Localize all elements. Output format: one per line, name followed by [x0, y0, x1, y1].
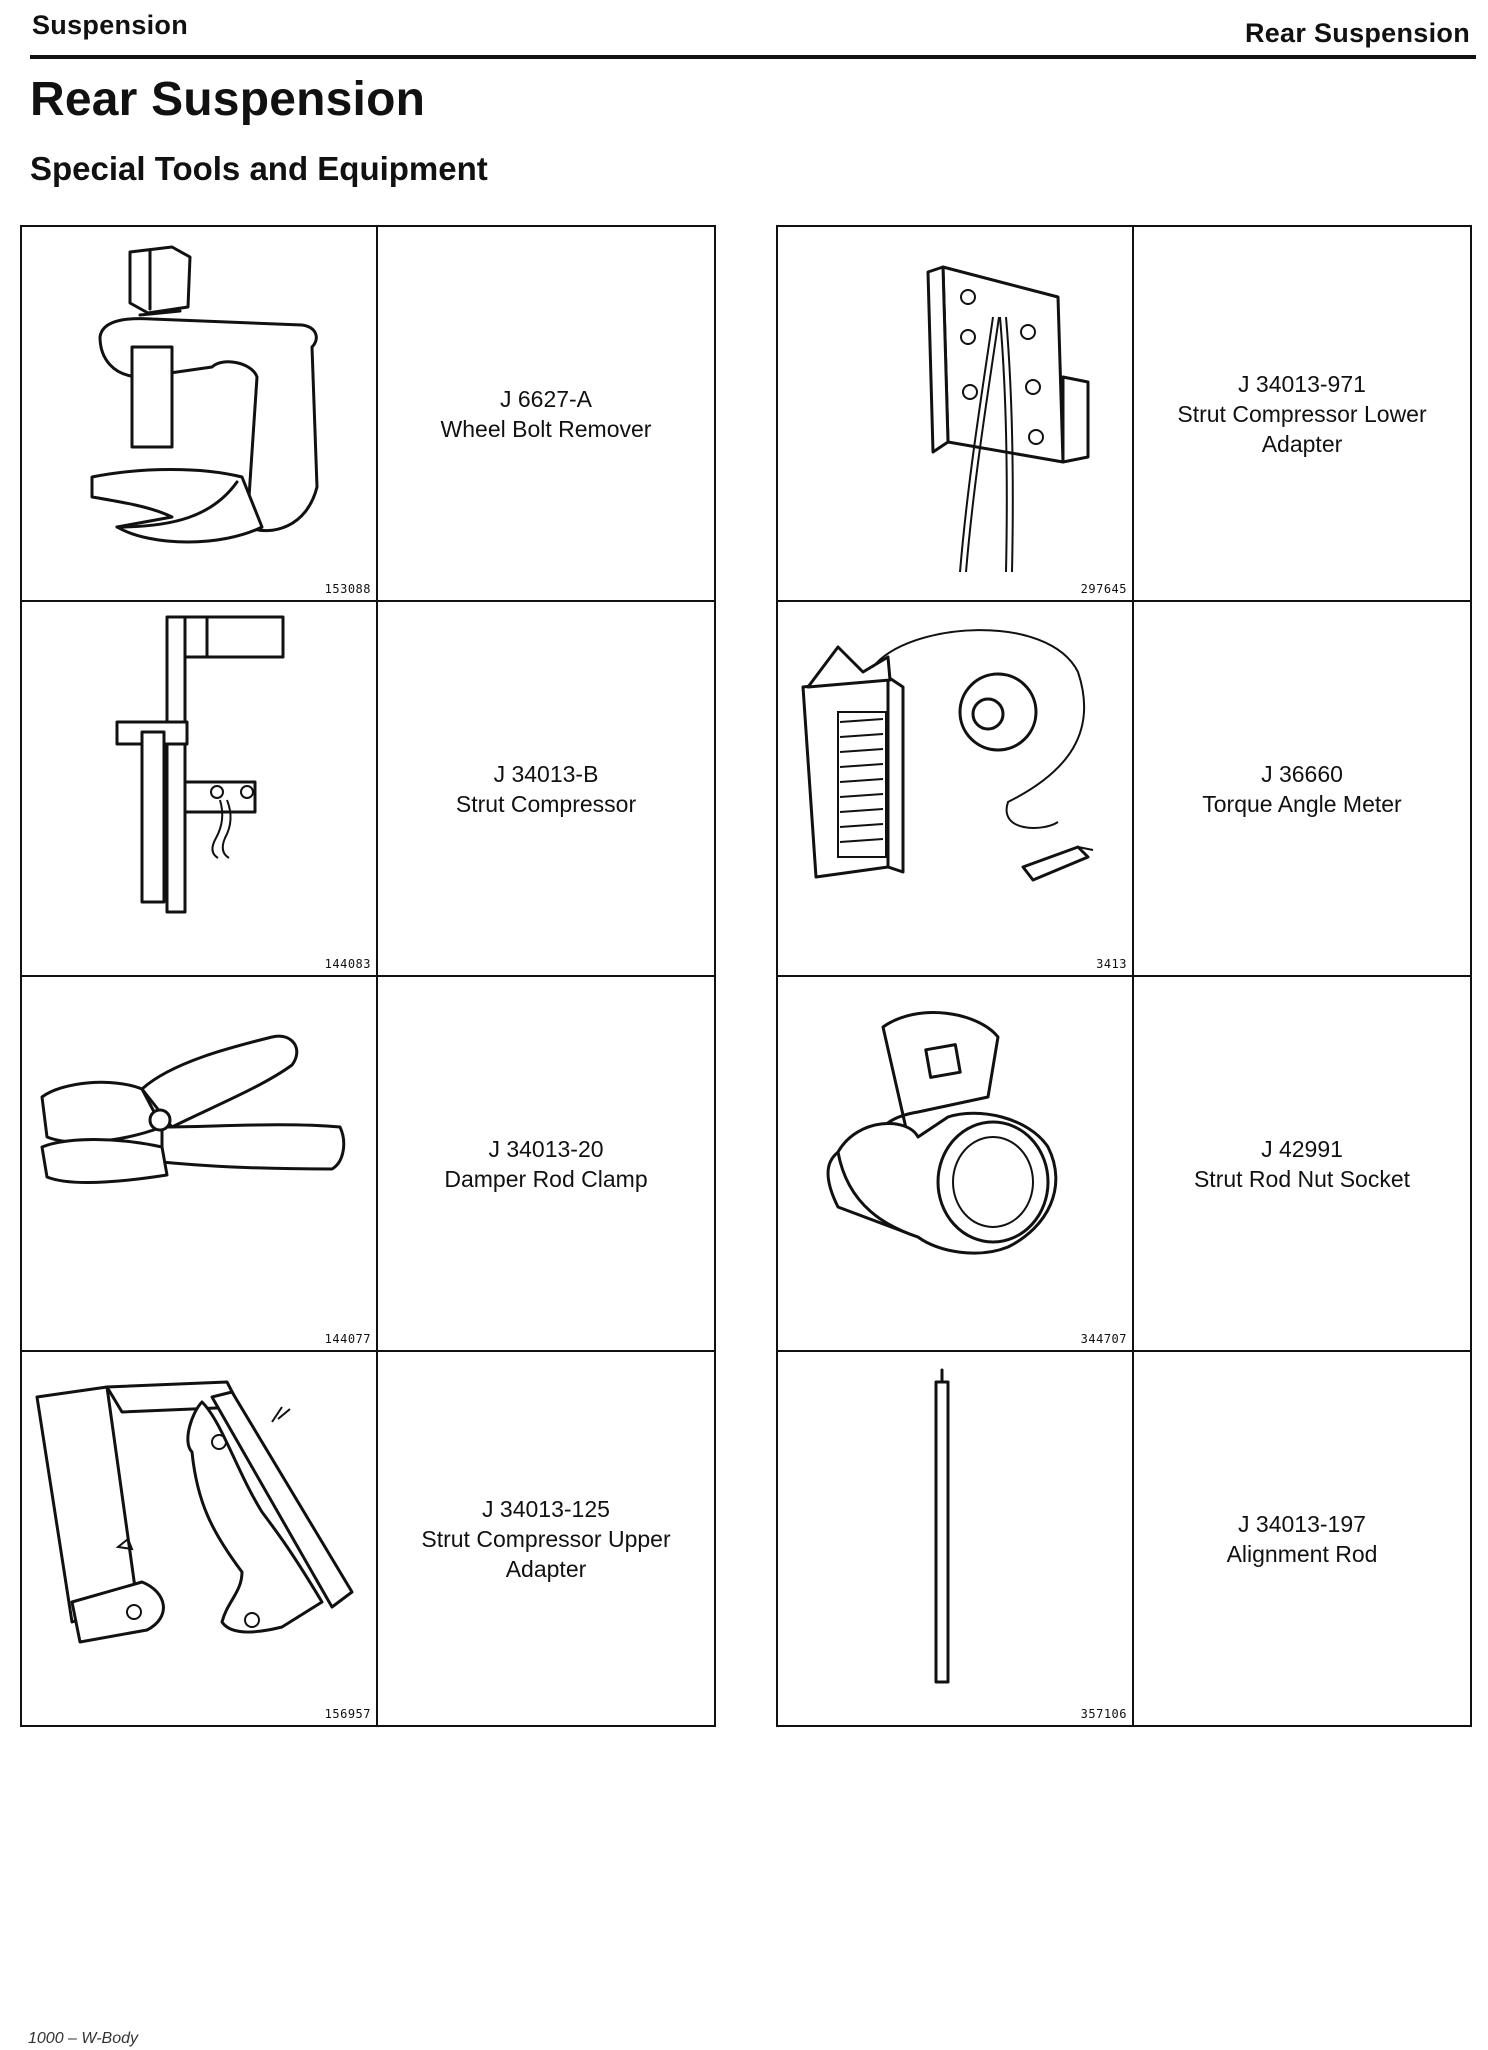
tool-number: J 36660 [1261, 760, 1343, 787]
tool-description [1134, 1352, 1470, 1725]
socket-illustration [778, 977, 1132, 1348]
tool-name: Torque Angle Meter [1202, 790, 1402, 817]
damper-rod-clamp-illustration [22, 977, 376, 1348]
figure-number: 144083 [324, 957, 371, 971]
tool-figure [778, 977, 1134, 1350]
figure-number: 357106 [1080, 1707, 1127, 1721]
figure-number: 156957 [324, 1707, 371, 1721]
tool-row [22, 977, 714, 1352]
tool-description [1134, 977, 1470, 1350]
tool-description [378, 1352, 714, 1725]
tools-table-left [20, 225, 716, 1727]
tool-number: J 6627-A [499, 385, 593, 412]
header-rule [30, 55, 1476, 59]
tool-name: Strut Compressor Lower Adapter [1177, 400, 1427, 457]
tool-name: Wheel Bolt Remover [440, 415, 652, 442]
figure-number: 344707 [1080, 1332, 1127, 1346]
tool-name: Alignment Rod [1226, 1540, 1378, 1567]
wheel-bolt-remover-illustration [22, 227, 376, 598]
tool-number: J 42991 [1261, 1135, 1343, 1162]
tool-row [778, 227, 1470, 602]
tool-description [1134, 227, 1470, 600]
tool-figure [778, 227, 1134, 600]
tool-number: J 34013-971 [1238, 370, 1366, 397]
tool-description [378, 227, 714, 600]
tool-figure [22, 1352, 378, 1725]
tool-name: Strut Compressor Upper Adapter [421, 1525, 671, 1582]
tool-figure [22, 227, 378, 600]
tool-row [778, 1352, 1470, 1727]
tool-row [22, 227, 714, 602]
tool-figure [22, 602, 378, 975]
tool-name: Strut Rod Nut Socket [1193, 1165, 1411, 1192]
upper-adapter-illustration [22, 1352, 376, 1723]
tool-number: J 34013-B [493, 760, 599, 787]
page-title: Rear Suspension [30, 73, 426, 126]
figure-number: 297645 [1080, 582, 1127, 596]
figure-number: 144077 [324, 1332, 371, 1346]
lower-adapter-illustration [778, 227, 1132, 598]
tool-description [378, 977, 714, 1350]
tool-name: Damper Rod Clamp [444, 1165, 648, 1192]
tools-table-right [776, 225, 1472, 1727]
tool-row [22, 602, 714, 977]
tool-figure [778, 602, 1134, 975]
tool-row [22, 1352, 714, 1727]
tool-description [378, 602, 714, 975]
tool-figure [22, 977, 378, 1350]
figure-number: 3413 [1096, 957, 1127, 971]
tool-figure [778, 1352, 1134, 1725]
running-header-section: Suspension [32, 10, 189, 40]
tool-description [1134, 602, 1470, 975]
tool-number: J 34013-20 [488, 1135, 604, 1162]
page-footer: 1000 – W-Body [28, 2030, 138, 2047]
running-header-chapter: Rear Suspension [1244, 18, 1470, 48]
tool-row [778, 602, 1470, 977]
page-subtitle: Special Tools and Equipment [30, 150, 488, 187]
figure-number: 153088 [324, 582, 371, 596]
tool-number: J 34013-125 [482, 1495, 610, 1522]
tool-row [778, 977, 1470, 1352]
tool-number: J 34013-197 [1238, 1510, 1366, 1537]
tool-name: Strut Compressor [455, 790, 637, 817]
alignment-rod-illustration [778, 1352, 1132, 1723]
strut-compressor-illustration [22, 602, 376, 973]
torque-angle-meter-illustration [778, 602, 1132, 973]
